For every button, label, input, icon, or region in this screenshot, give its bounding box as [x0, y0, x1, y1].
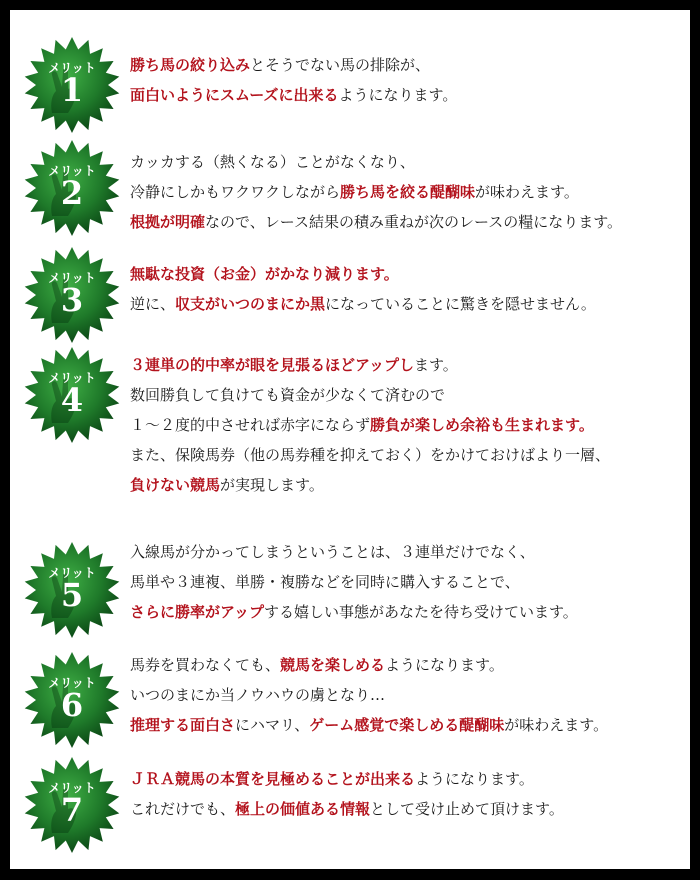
body-text: カッカする（熱くなる）ことがなくなり、 [130, 153, 415, 171]
text-line [130, 680, 680, 710]
text-line [130, 50, 680, 80]
body-text: １～２度的中させれば赤字にならず [130, 416, 371, 434]
body-text: 数回勝負して負けても資金が少なくて済むので [130, 386, 446, 404]
text-line [130, 710, 680, 740]
body-text: 冷静にしかもワクワクしながら [130, 183, 341, 201]
text-line [130, 289, 680, 319]
merit-badge [22, 35, 122, 135]
text-line [130, 410, 680, 440]
body-text: なので、レース結果の積み重ねが次のレースの糧になります。 [205, 213, 623, 231]
merit-number: 7 [60, 791, 84, 829]
body-text: が味わえます。 [504, 716, 609, 734]
body-text: 馬単や３連複、単勝・複勝などを同時に購入することで、 [130, 573, 520, 591]
body-text: 入線馬が分かってしまうということは、３連単だけでなく、 [130, 543, 535, 561]
highlight-text: 勝ち馬を絞る醍醐味 [340, 183, 476, 201]
text-line [130, 597, 680, 627]
merit-label: メリット [48, 781, 96, 795]
highlight-text: 収支がいつのまにか黒 [175, 295, 326, 313]
highlight-text: 無駄な投資（お金）がかなり減ります。 [130, 265, 399, 283]
body-text: する嬉しい事態があなたを待ち受けています。 [263, 603, 578, 621]
highlight-text: 勝負が楽しめ余裕も生まれます。 [370, 416, 594, 434]
text-line [130, 537, 680, 567]
body-text: ようになります。 [385, 656, 504, 674]
body-text: になっていることに驚きを隠せません。 [325, 295, 596, 313]
text-line [130, 80, 680, 110]
body-text: 馬券を買わなくても、 [130, 656, 281, 674]
merit-badge [22, 755, 122, 855]
merit-number: 1 [60, 71, 84, 109]
text-line [130, 147, 680, 177]
body-text: とそうでない馬の排除が、 [250, 56, 431, 74]
merit-badge [22, 245, 122, 345]
body-text: が味わえます。 [475, 183, 579, 201]
merit-card [10, 10, 690, 869]
highlight-text: 競馬を楽しめる [280, 656, 386, 674]
text-line [130, 470, 680, 500]
body-text: ようになります。 [415, 770, 534, 788]
body-text: にハマリ、 [235, 716, 310, 734]
body-text: 逆に、 [130, 295, 176, 313]
text-line [130, 350, 680, 380]
merit-text [130, 650, 680, 740]
text-line [130, 764, 680, 794]
highlight-text: ゲーム感覚で楽しめる醍醐味 [309, 716, 505, 734]
highlight-text: ＪＲＡ競馬の本質を見極めることが出来る [130, 770, 416, 788]
merit-label: メリット [48, 61, 96, 75]
merit-badge [22, 650, 122, 750]
merit-text [130, 259, 680, 319]
merit-number: 5 [60, 576, 84, 614]
merit-text [130, 537, 680, 627]
highlight-text: 推理する面白さ [130, 716, 236, 734]
body-text: が実現します。 [220, 476, 324, 494]
merit-text [130, 764, 680, 824]
merit-badge [22, 138, 122, 238]
merit-badge [22, 345, 122, 445]
text-line [130, 259, 680, 289]
highlight-text: 負けない競馬 [130, 476, 221, 494]
body-text: として受け止めて頂けます。 [370, 800, 564, 818]
merit-text [130, 350, 680, 500]
text-line [130, 650, 680, 680]
merit-text [130, 147, 680, 237]
body-text: また、保険馬券（他の馬券種を抑えておく）をかけておけばより一層、 [130, 446, 611, 464]
highlight-text: 極上の価値ある情報 [235, 800, 371, 818]
highlight-text: さらに勝率がアップ [130, 603, 264, 621]
highlight-text: 勝ち馬の絞り込み [130, 56, 251, 74]
merit-number: 3 [60, 281, 84, 319]
body-text: いつのまにか当ノウハウの虜となり… [130, 686, 386, 704]
merit-number: 2 [60, 174, 84, 212]
highlight-text: 根拠が明確 [130, 213, 206, 231]
merit-badge [22, 540, 122, 640]
merit-label: メリット [48, 566, 96, 580]
text-line [130, 380, 680, 410]
body-text: ます。 [413, 356, 458, 374]
text-line [130, 177, 680, 207]
text-line [130, 440, 680, 470]
body-text: ようになります。 [338, 86, 458, 104]
text-line [130, 567, 680, 597]
text-line [130, 794, 680, 824]
text-line [130, 207, 680, 237]
merit-label: メリット [48, 371, 96, 385]
merit-label: メリット [48, 271, 96, 285]
merit-number: 4 [60, 381, 84, 419]
merit-label: メリット [48, 676, 96, 690]
body-text: これだけでも、 [130, 800, 236, 818]
highlight-text: ３連単の的中率が眼を見張るほどアップし [130, 356, 414, 374]
highlight-text: 面白いようにスムーズに出来る [130, 86, 339, 104]
merit-label: メリット [48, 164, 96, 178]
merit-number: 6 [60, 686, 84, 724]
merit-text [130, 50, 680, 110]
